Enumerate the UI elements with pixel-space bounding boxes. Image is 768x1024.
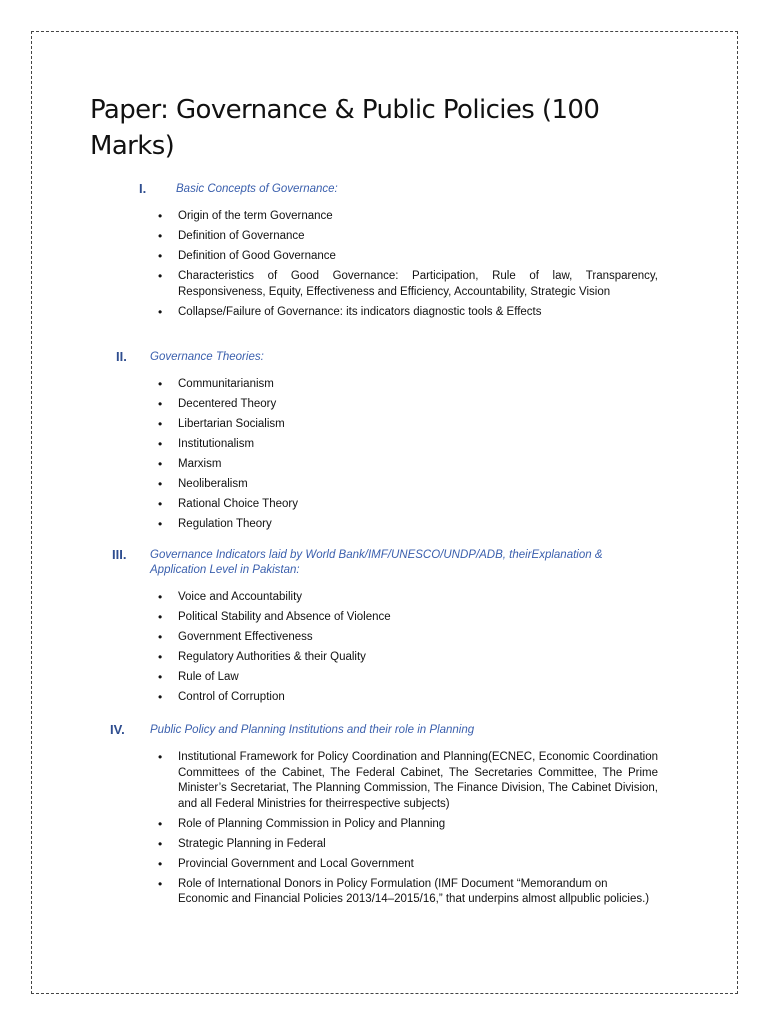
section-heading: Governance Theories: — [150, 351, 264, 363]
section-numeral: II. — [116, 349, 127, 364]
list-item: • Definition of Governance — [158, 229, 658, 245]
list-item: • Role of Planning Commission in Policy and Planning — [158, 817, 658, 833]
list-item: • Control of Corruption — [158, 690, 658, 706]
list-item: • Institutional Framework for Policy Coordination and Planning(ECNEC, Economic Coordination Committees of the Cabinet, The Federal Cabinet, The Secretaries Committee, The Prime Minister’s Secretariat, The Planning Commission, The Finance Division, The Cabinet Division, and all Federal Ministries for theirrespective subjects) — [158, 750, 658, 812]
section-item-list — [158, 377, 658, 537]
list-item: • Rational Choice Theory — [158, 497, 658, 513]
section-basic-concepts — [0, 181, 768, 318]
list-item: • Characteristics of Good Governance: Participation, Rule of law, Transparency, Responsiveness, Equity, Effectiveness and Efficiency, Accountability, Strategic Vision — [158, 269, 658, 300]
section-numeral: I. — [139, 181, 147, 196]
list-item: • Origin of the term Governance — [158, 209, 658, 225]
list-item: • Decentered Theory — [158, 397, 658, 413]
section-header — [0, 722, 768, 742]
section-header — [0, 181, 768, 201]
section-governance-theories — [0, 349, 768, 530]
section-item-list — [158, 750, 658, 912]
list-item: • Strategic Planning in Federal — [158, 837, 658, 853]
list-item: • Political Stability and Absence of Violence — [158, 610, 658, 626]
section-header — [0, 547, 768, 576]
section-heading: Public Policy and Planning Institutions and their role in Planning — [150, 724, 475, 736]
section-item-list — [158, 209, 658, 325]
list-item: • Provincial Government and Local Government — [158, 857, 658, 873]
list-item: • Regulation Theory — [158, 517, 658, 533]
section-numeral: III. — [112, 547, 127, 562]
section-numeral: IV. — [110, 722, 125, 737]
list-item: • Rule of Law — [158, 670, 658, 686]
section-item-list — [158, 590, 658, 710]
list-item: • Marxism — [158, 457, 658, 473]
list-item: • Neoliberalism — [158, 477, 658, 493]
section-governance-indicators — [0, 547, 768, 703]
list-item: • Libertarian Socialism — [158, 417, 658, 433]
section-header — [0, 349, 768, 369]
section-heading: Governance Indicators laid by World Bank/IMF/UNESCO/UNDP/ADB, theirExplanation & Application Level in Pakistan: — [150, 549, 603, 576]
list-item: • Government Effectiveness — [158, 630, 658, 646]
list-item: • Voice and Accountability — [158, 590, 658, 606]
section-heading: Basic Concepts of Governance: — [176, 183, 338, 195]
page-title: Paper: Governance & Public Policies (100 Marks) — [90, 95, 600, 161]
list-item: • Regulatory Authorities & their Quality — [158, 650, 658, 666]
section-public-policy-planning — [0, 722, 768, 905]
list-item: • Role of International Donors in Policy Formulation (IMF Document “Memorandum on Economic and Financial Policies 2013/14–2015/16,” that underpins almost allpublic policies.) — [158, 877, 658, 908]
list-item: • Collapse/Failure of Governance: its indicators diagnostic tools & Effects — [158, 305, 658, 321]
list-item: • Definition of Good Governance — [158, 249, 658, 265]
list-item: • Institutionalism — [158, 437, 658, 453]
list-item: • Communitarianism — [158, 377, 658, 393]
